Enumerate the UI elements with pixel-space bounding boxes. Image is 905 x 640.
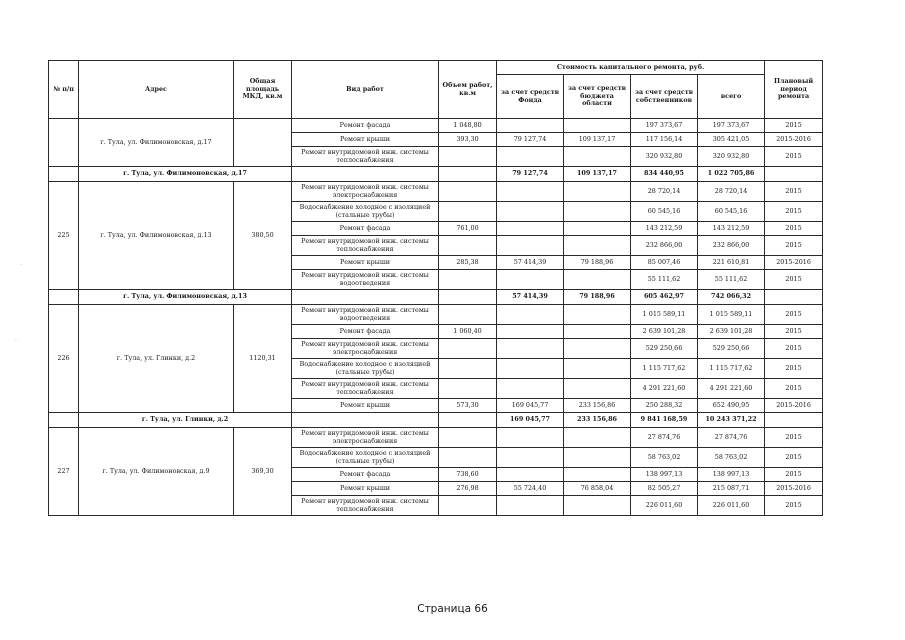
- table-header-row: [49, 61, 823, 75]
- summary-row: [49, 290, 823, 305]
- period-cell: 2015-2016: [765, 133, 823, 147]
- region-budget-cell: [564, 325, 631, 339]
- volume-cell: [439, 496, 497, 516]
- total-cell: 197 373,67: [698, 119, 765, 133]
- area-cell: 369,30: [234, 428, 292, 516]
- area-cell: 380,50: [234, 182, 292, 290]
- summary-num-cell: [49, 167, 79, 182]
- work-type-cell: Ремонт внутридомовой инж. системы электроснабжения: [292, 428, 439, 448]
- header-fund: за счет средств Фонда: [497, 75, 564, 119]
- owners-cell: 232 866,00: [631, 236, 698, 256]
- address-cell: г. Тула, ул. Филимоновская, д.9: [79, 428, 234, 516]
- region-budget-cell: [564, 379, 631, 399]
- summary-fund-cell: 57 414,39: [497, 290, 564, 305]
- fund-cell: [497, 202, 564, 222]
- region-budget-cell: [564, 222, 631, 236]
- period-cell: 2015-2016: [765, 482, 823, 496]
- owners-cell: 117 156,14: [631, 133, 698, 147]
- owners-cell: 2 639 101,28: [631, 325, 698, 339]
- summary-period-cell: [765, 167, 823, 182]
- work-type-cell: Ремонт внутридомовой инж. системы электроснабжения: [292, 339, 439, 359]
- period-cell: 2015: [765, 325, 823, 339]
- summary-address-cell: г. Тула, ул. Глинки, д.2: [79, 413, 292, 428]
- owners-cell: 529 250,66: [631, 339, 698, 359]
- fund-cell: [497, 147, 564, 167]
- period-cell: 2015: [765, 270, 823, 290]
- work-type-cell: Водоснабжение холодное с изоляцией (стальные трубы): [292, 359, 439, 379]
- table-body: [49, 119, 823, 516]
- total-cell: 529 250,66: [698, 339, 765, 359]
- summary-period-cell: [765, 413, 823, 428]
- period-cell: 2015: [765, 468, 823, 482]
- volume-cell: [439, 202, 497, 222]
- header-total: всего: [698, 75, 765, 119]
- region-budget-cell: 109 137,17: [564, 133, 631, 147]
- summary-work-cell: [292, 413, 439, 428]
- owners-cell: 138 997,13: [631, 468, 698, 482]
- work-type-cell: Водоснабжение холодное с изоляцией (стальные трубы): [292, 202, 439, 222]
- volume-cell: 573,30: [439, 399, 497, 413]
- work-type-cell: Ремонт крыши: [292, 482, 439, 496]
- summary-work-cell: [292, 167, 439, 182]
- owners-cell: 27 874,76: [631, 428, 698, 448]
- total-cell: 27 874,76: [698, 428, 765, 448]
- fund-cell: [497, 359, 564, 379]
- region-budget-cell: [564, 468, 631, 482]
- owners-cell: 82 505,27: [631, 482, 698, 496]
- header-work-type: Вид работ: [292, 61, 439, 119]
- period-cell: 2015: [765, 119, 823, 133]
- volume-cell: [439, 428, 497, 448]
- total-cell: 320 932,80: [698, 147, 765, 167]
- fund-cell: [497, 236, 564, 256]
- summary-region-cell: 233 156,86: [564, 413, 631, 428]
- period-cell: 2015: [765, 496, 823, 516]
- period-cell: 2015: [765, 379, 823, 399]
- work-type-cell: Ремонт фасада: [292, 468, 439, 482]
- owners-cell: 4 291 221,60: [631, 379, 698, 399]
- summary-address-cell: г. Тула, ул. Филимоновская, д.17: [79, 167, 292, 182]
- summary-volume-cell: [439, 290, 497, 305]
- address-cell: г. Тула, ул. Филимоновская, д.17: [79, 119, 234, 167]
- summary-owners-cell: 9 841 168,59: [631, 413, 698, 428]
- volume-cell: [439, 339, 497, 359]
- total-cell: 1 115 717,62: [698, 359, 765, 379]
- period-cell: 2015: [765, 147, 823, 167]
- period-cell: 2015: [765, 202, 823, 222]
- period-cell: 2015: [765, 182, 823, 202]
- fund-cell: 57 414,39: [497, 256, 564, 270]
- work-type-cell: Ремонт крыши: [292, 399, 439, 413]
- owners-cell: 55 111,62: [631, 270, 698, 290]
- fund-cell: [497, 339, 564, 359]
- period-cell: 2015: [765, 448, 823, 468]
- owners-cell: 85 007,46: [631, 256, 698, 270]
- region-budget-cell: [564, 448, 631, 468]
- work-type-cell: Ремонт внутридомовой инж. системы теплоснабжения: [292, 496, 439, 516]
- area-cell: 1120,31: [234, 305, 292, 413]
- work-type-cell: Водоснабжение холодное с изоляцией (стальные трубы): [292, 448, 439, 468]
- header-area: Общая площадь МКД, кв.м: [234, 61, 292, 119]
- capital-repair-table: [48, 60, 823, 516]
- owners-cell: 58 763,02: [631, 448, 698, 468]
- fund-cell: [497, 428, 564, 448]
- summary-total-cell: 1 022 705,86: [698, 167, 765, 182]
- table-row: [49, 305, 823, 325]
- page-number: Страница 66: [417, 603, 488, 615]
- fund-cell: 79 127,74: [497, 133, 564, 147]
- summary-address-cell: г. Тула, ул. Филимоновская, д.13: [79, 290, 292, 305]
- total-cell: 4 291 221,60: [698, 379, 765, 399]
- period-cell: 2015: [765, 428, 823, 448]
- volume-cell: [439, 182, 497, 202]
- summary-fund-cell: 169 045,77: [497, 413, 564, 428]
- period-cell: 2015: [765, 222, 823, 236]
- work-type-cell: Ремонт внутридомовой инж. системы теплоснабжения: [292, 147, 439, 167]
- owners-cell: 320 932,80: [631, 147, 698, 167]
- work-type-cell: Ремонт внутридомовой инж. системы электроснабжения: [292, 182, 439, 202]
- row-number: 225: [49, 182, 79, 290]
- region-budget-cell: 233 156,86: [564, 399, 631, 413]
- fund-cell: 169 045,77: [497, 399, 564, 413]
- row-number: 226: [49, 305, 79, 413]
- header-num: № п/п: [49, 61, 79, 119]
- fund-cell: [497, 448, 564, 468]
- summary-volume-cell: [439, 413, 497, 428]
- scan-mark: ·: [20, 262, 22, 269]
- total-cell: 60 545,16: [698, 202, 765, 222]
- owners-cell: 1 015 589,11: [631, 305, 698, 325]
- total-cell: 232 866,00: [698, 236, 765, 256]
- volume-cell: 738,60: [439, 468, 497, 482]
- header-region-budget: за счет средств бюджета области: [564, 75, 631, 119]
- summary-work-cell: [292, 290, 439, 305]
- summary-num-cell: [49, 290, 79, 305]
- work-type-cell: Ремонт внутридомовой инж. системы теплоснабжения: [292, 379, 439, 399]
- total-cell: 58 763,02: [698, 448, 765, 468]
- period-cell: 2015: [765, 339, 823, 359]
- header-cost-group: Стоимость капитального ремонта, руб.: [497, 61, 765, 75]
- period-cell: 2015-2016: [765, 399, 823, 413]
- region-budget-cell: [564, 182, 631, 202]
- work-type-cell: Ремонт крыши: [292, 133, 439, 147]
- table-row: [49, 119, 823, 133]
- fund-cell: 55 724,40: [497, 482, 564, 496]
- work-type-cell: Ремонт фасада: [292, 222, 439, 236]
- summary-row: [49, 413, 823, 428]
- summary-volume-cell: [439, 167, 497, 182]
- total-cell: 2 639 101,28: [698, 325, 765, 339]
- volume-cell: [439, 448, 497, 468]
- total-cell: 652 490,95: [698, 399, 765, 413]
- row-number: [49, 119, 79, 167]
- owners-cell: 197 373,67: [631, 119, 698, 133]
- region-budget-cell: 79 188,96: [564, 256, 631, 270]
- fund-cell: [497, 379, 564, 399]
- summary-total-cell: 742 066,32: [698, 290, 765, 305]
- work-type-cell: Ремонт внутридомовой инж. системы водоотведения: [292, 270, 439, 290]
- owners-cell: 28 720,14: [631, 182, 698, 202]
- total-cell: 138 997,13: [698, 468, 765, 482]
- region-budget-cell: [564, 119, 631, 133]
- work-type-cell: Ремонт внутридомовой инж. системы теплоснабжения: [292, 236, 439, 256]
- period-cell: 2015: [765, 359, 823, 379]
- volume-cell: 1 048,80: [439, 119, 497, 133]
- region-budget-cell: 76 858,04: [564, 482, 631, 496]
- volume-cell: 393,30: [439, 133, 497, 147]
- region-budget-cell: [564, 270, 631, 290]
- fund-cell: [497, 119, 564, 133]
- total-cell: 305 421,05: [698, 133, 765, 147]
- region-budget-cell: [564, 202, 631, 222]
- capital-repair-table-sheet: [48, 60, 814, 516]
- fund-cell: [497, 270, 564, 290]
- summary-row: [49, 167, 823, 182]
- fund-cell: [497, 182, 564, 202]
- address-cell: г. Тула, ул. Глинки, д.2: [79, 305, 234, 413]
- table-row: [49, 428, 823, 448]
- summary-period-cell: [765, 290, 823, 305]
- owners-cell: 1 115 717,62: [631, 359, 698, 379]
- owners-cell: 60 545,16: [631, 202, 698, 222]
- summary-region-cell: 79 188,96: [564, 290, 631, 305]
- total-cell: 215 087,71: [698, 482, 765, 496]
- total-cell: 28 720,14: [698, 182, 765, 202]
- total-cell: 143 212,59: [698, 222, 765, 236]
- work-type-cell: Ремонт фасада: [292, 119, 439, 133]
- fund-cell: [497, 305, 564, 325]
- owners-cell: 250 288,32: [631, 399, 698, 413]
- summary-region-cell: 109 137,17: [564, 167, 631, 182]
- work-type-cell: Ремонт фасада: [292, 325, 439, 339]
- period-cell: 2015: [765, 305, 823, 325]
- volume-cell: [439, 236, 497, 256]
- region-budget-cell: [564, 339, 631, 359]
- summary-total-cell: 10 243 371,22: [698, 413, 765, 428]
- volume-cell: [439, 270, 497, 290]
- volume-cell: 285,38: [439, 256, 497, 270]
- summary-owners-cell: 605 462,97: [631, 290, 698, 305]
- region-budget-cell: [564, 305, 631, 325]
- region-budget-cell: [564, 428, 631, 448]
- region-budget-cell: [564, 496, 631, 516]
- volume-cell: [439, 147, 497, 167]
- table-row: [49, 182, 823, 202]
- area-cell: [234, 119, 292, 167]
- address-cell: г. Тула, ул. Филимоновская, д.13: [79, 182, 234, 290]
- period-cell: 2015: [765, 236, 823, 256]
- volume-cell: 761,00: [439, 222, 497, 236]
- summary-owners-cell: 834 440,95: [631, 167, 698, 182]
- header-address: Адрес: [79, 61, 234, 119]
- scan-mark: ·: [15, 338, 17, 345]
- period-cell: 2015-2016: [765, 256, 823, 270]
- volume-cell: 276,98: [439, 482, 497, 496]
- total-cell: 1 015 589,11: [698, 305, 765, 325]
- header-owners: за счет средств собственников: [631, 75, 698, 119]
- summary-num-cell: [49, 413, 79, 428]
- owners-cell: 226 011,60: [631, 496, 698, 516]
- total-cell: 221 610,81: [698, 256, 765, 270]
- region-budget-cell: [564, 147, 631, 167]
- row-number: 227: [49, 428, 79, 516]
- fund-cell: [497, 468, 564, 482]
- region-budget-cell: [564, 359, 631, 379]
- work-type-cell: Ремонт крыши: [292, 256, 439, 270]
- summary-fund-cell: 79 127,74: [497, 167, 564, 182]
- volume-cell: [439, 305, 497, 325]
- region-budget-cell: [564, 236, 631, 256]
- total-cell: 55 111,62: [698, 270, 765, 290]
- owners-cell: 143 212,59: [631, 222, 698, 236]
- total-cell: 226 011,60: [698, 496, 765, 516]
- volume-cell: [439, 379, 497, 399]
- fund-cell: [497, 496, 564, 516]
- volume-cell: 1 060,40: [439, 325, 497, 339]
- header-period: Плановый период ремонта: [765, 61, 823, 119]
- volume-cell: [439, 359, 497, 379]
- fund-cell: [497, 325, 564, 339]
- header-volume: Объем работ, кв.м: [439, 61, 497, 119]
- fund-cell: [497, 222, 564, 236]
- work-type-cell: Ремонт внутридомовой инж. системы водоотведения: [292, 305, 439, 325]
